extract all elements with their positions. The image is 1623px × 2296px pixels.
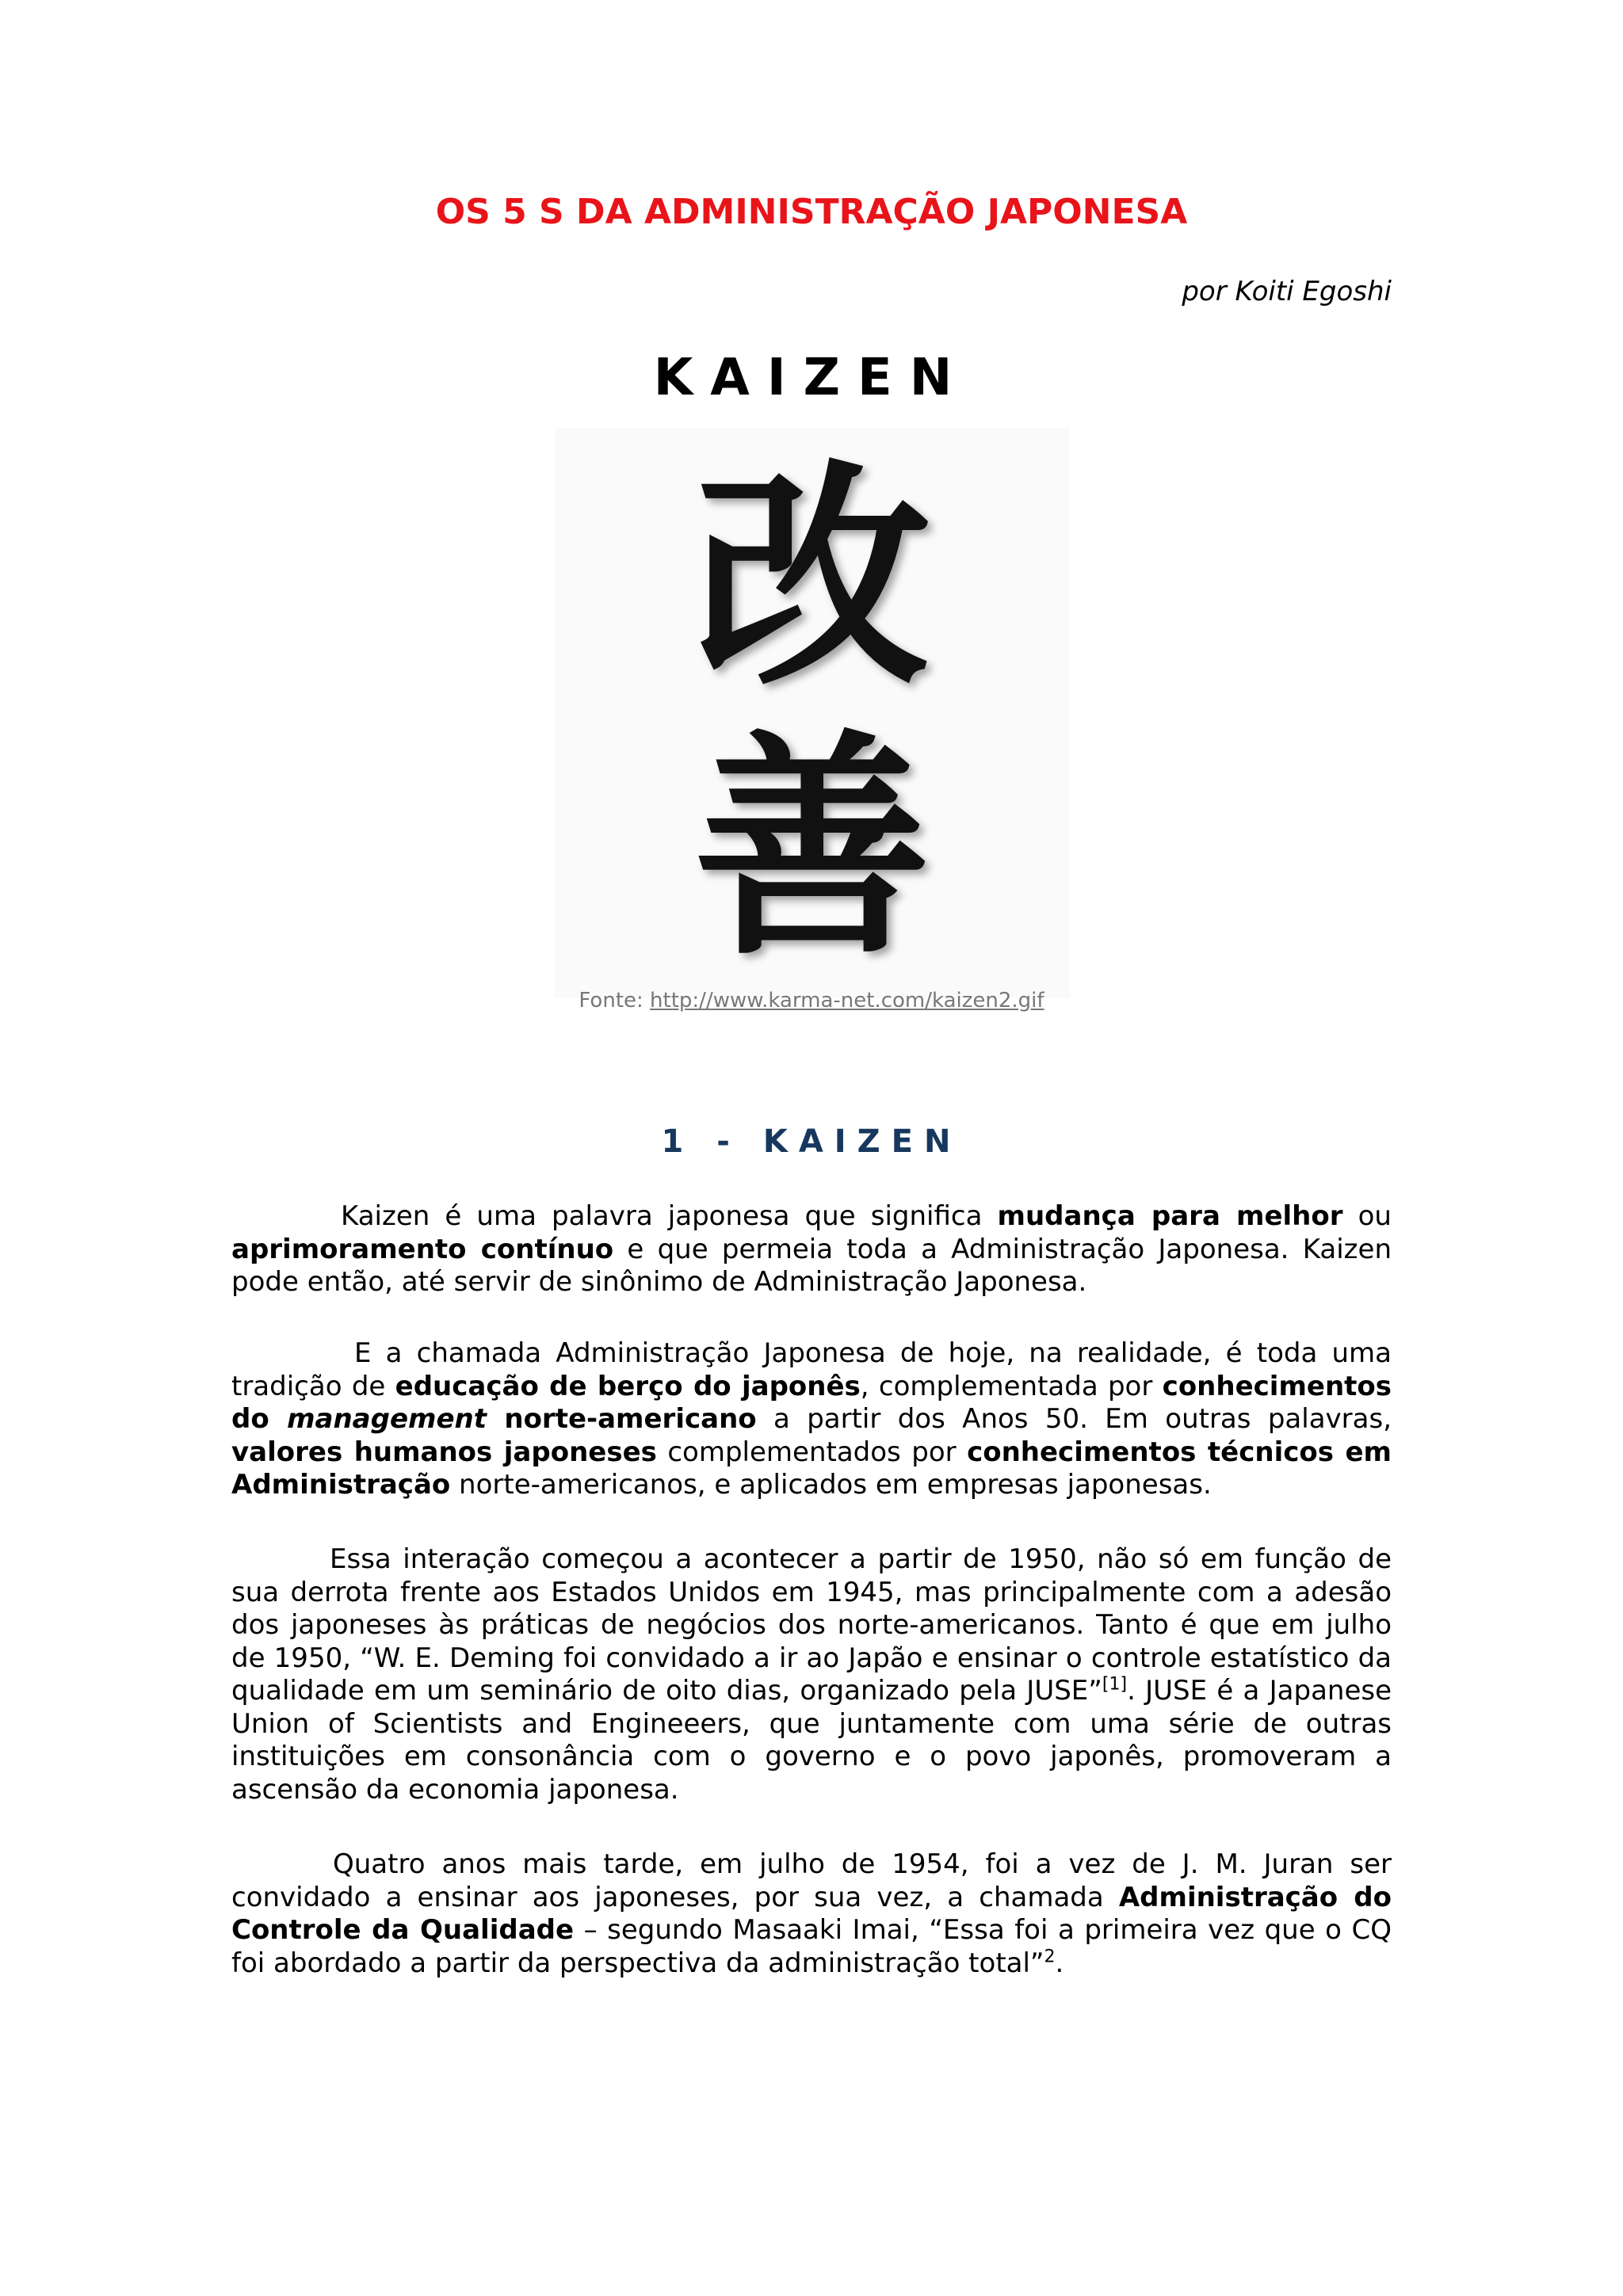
text: a partir dos Anos 50. Em outras palavras, [756,1403,1392,1435]
bold-text: conhecimentos do [231,1370,1392,1435]
text: Quatro anos mais tarde, em julho de 1954, foi a vez de J. M. Juran ser convidado a ensinar aos japoneses, por sua vez, a chamada [231,1848,1392,1913]
paragraph-3 [231,1543,1392,1806]
text: . [1055,1947,1064,1979]
text: complementados por [656,1436,968,1468]
kaizen-kanji-image [555,428,1070,998]
source-link[interactable]: http://www.karma-net.com/kaizen2.gif [650,989,1044,1013]
text: , complementada por [860,1370,1163,1402]
text: ou [1342,1200,1392,1232]
section-heading: 1 - KAIZEN [661,1123,962,1160]
footnote-ref[interactable]: 2 [1044,1947,1056,1967]
paragraph-2 [231,1337,1392,1502]
kanji-kai: 改 [693,438,931,718]
bold-text: aprimoramento contínuo [231,1233,614,1265]
text: Kaizen é uma palavra japonesa que significa [341,1200,998,1232]
bold-text: Administração do Controle da Qualidade [231,1881,1392,1946]
caption-prefix: Fonte: [579,989,651,1013]
bold-text: norte-americano [486,1403,757,1435]
footnote-ref[interactable]: [1] [1102,1674,1128,1695]
image-caption [0,989,1623,1013]
bold-italic-text: management [287,1403,487,1435]
document-title: OS 5 S DA ADMINISTRAÇÃO JAPONESA [435,192,1188,232]
bold-text: valores humanos japoneses [231,1436,657,1468]
author-byline: por Koiti Egoshi [1182,276,1392,307]
text: e que permeia toda a Administração Japonesa. Kaizen pode então, até servir de sinônimo de Administração Japonesa. [231,1233,1392,1298]
bold-text: mudança para melhor [997,1200,1343,1232]
bold-text: conhecimentos técnicos em Administração [231,1436,1392,1501]
text: – segundo Masaaki Imai, “Essa foi a primeira vez que o CQ foi abordado a partir da perspectiva da administração total” [231,1914,1392,1979]
text: . JUSE é a Japanese Union of Scientists and Engineeers, que juntamente com uma série de outras instituições em consonância com o governo e o povo japonês, promoveram a ascensão da economia japonesa. [231,1675,1392,1806]
kanji-zen: 善 [693,707,931,987]
paragraph-1 [231,1200,1392,1299]
bold-text: educação de berço do japonês [395,1370,861,1402]
text: E a chamada Administração Japonesa de hoje, na realidade, é toda uma tradição de [231,1337,1392,1402]
paragraph-4 [231,1848,1392,1980]
kaizen-heading: KAIZEN [653,349,970,407]
text: norte-americanos, e aplicados em empresas japonesas. [450,1469,1212,1501]
text: Essa interação começou a acontecer a partir de 1950, não só em função de sua derrota frente aos Estados Unidos em 1945, mas principalmente com a adesão dos japoneses às práticas de negócios dos norte-americanos. Tanto é que em julho de 1950, “W. E. Deming foi convidado a ir ao Japão e ensinar o controle estatístico da qualidade em um seminário de oito dias, organizado pela JUSE” [231,1543,1392,1707]
